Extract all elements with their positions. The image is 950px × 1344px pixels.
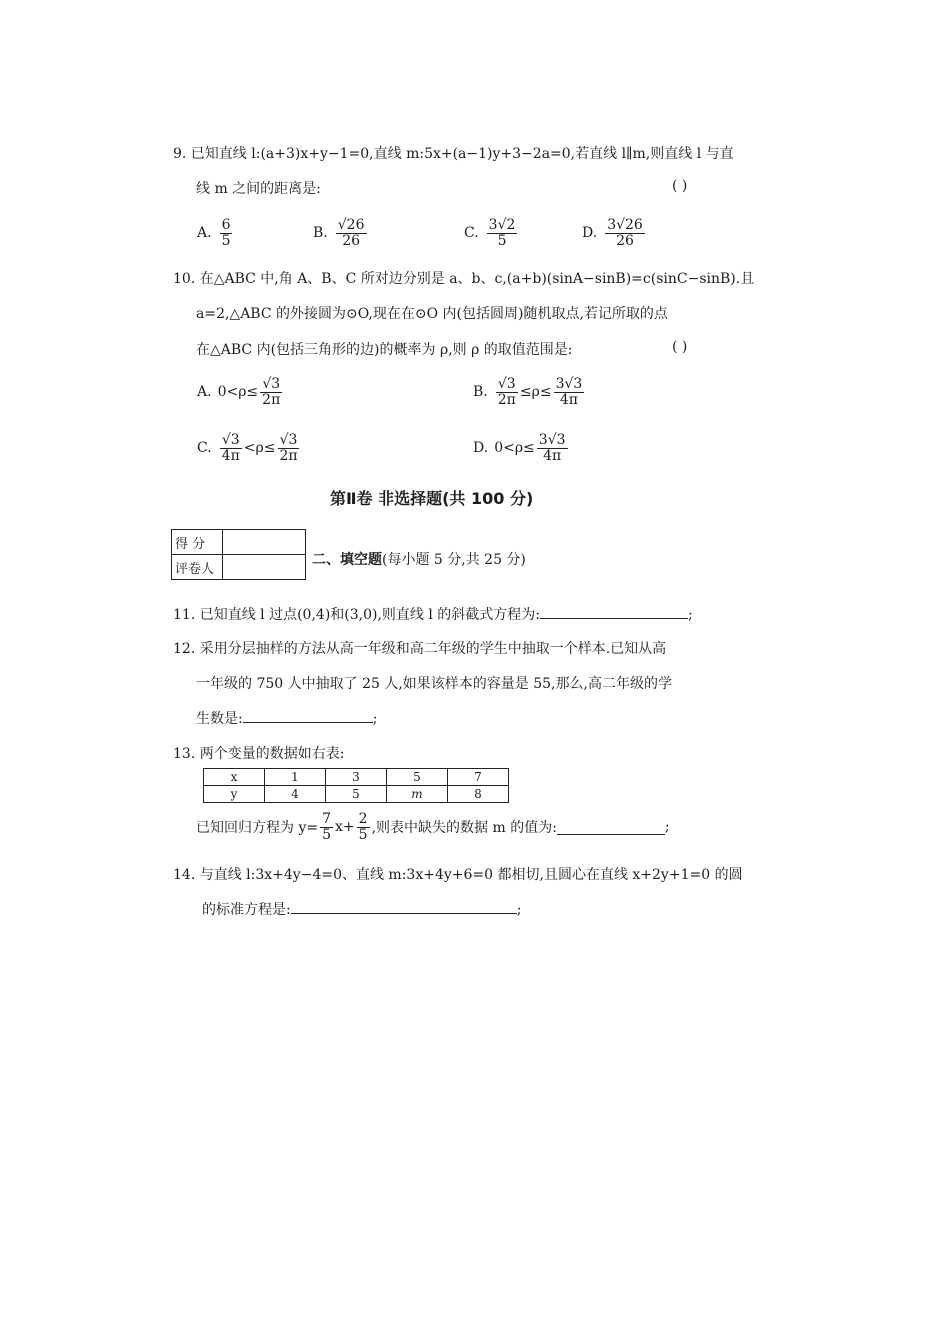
numerator: √3: [262, 376, 281, 392]
numerator: √26: [337, 217, 365, 233]
numerator: 7: [322, 811, 332, 827]
q11-end: ;: [688, 607, 693, 623]
q9-line2: 线 m 之间的距离是:: [196, 181, 321, 197]
fraction: [277, 433, 299, 463]
q13-line1: 13. 两个变量的数据如右表:: [173, 746, 345, 762]
q9-option-b: [313, 218, 369, 248]
option-prefix: 0<ρ≤: [494, 440, 535, 457]
denominator: 2π: [262, 391, 281, 408]
section-heading-bold: 二、填空题: [312, 552, 382, 568]
fraction: [487, 218, 518, 248]
fraction: [336, 218, 367, 248]
option-label: C.: [197, 440, 212, 457]
q9-answer-paren: ( ): [672, 178, 688, 194]
q12-line3: [196, 708, 377, 728]
option-label: A.: [197, 225, 212, 242]
numerator: √3: [279, 432, 298, 448]
q12-line3-text: 生数是:: [196, 711, 243, 727]
denominator: 4π: [543, 447, 562, 464]
q9-option-d: [582, 218, 647, 248]
q11-text: 11. 已知直线 l 过点(0,4)和(3,0),则直线 l 的斜截式方程为:: [173, 607, 541, 623]
q13-mid: x+: [335, 819, 355, 836]
q14-line2: [202, 899, 521, 919]
denominator: 26: [342, 232, 361, 249]
numerator: 3√3: [538, 432, 566, 448]
numerator: 2: [358, 811, 368, 827]
y-label: y: [204, 786, 265, 803]
q10-option-c: [197, 433, 302, 463]
q13-end: ;: [664, 819, 670, 836]
option-label: B.: [313, 225, 328, 242]
answer-blank[interactable]: [557, 820, 665, 835]
numerator: 6: [221, 217, 231, 233]
q9-option-a: [197, 218, 234, 248]
fraction: [320, 812, 333, 842]
q9-option-c: [464, 218, 519, 248]
score-cell: [223, 530, 306, 555]
denominator: 2π: [497, 391, 516, 408]
q10-answer-paren: ( ): [672, 339, 688, 355]
q13-regression-line: [196, 812, 670, 842]
q10-option-a: [197, 377, 284, 407]
option-label: A.: [197, 384, 212, 401]
y-value: 4: [265, 786, 326, 803]
x-value: 1: [265, 769, 326, 786]
denominator: 5: [221, 232, 231, 249]
section-heading-rest: (每小题 5 分,共 25 分): [382, 552, 526, 568]
q14-end: ;: [516, 902, 522, 918]
q10-line1: 10. 在△ABC 中,角 A、B、C 所对边分别是 a、b、c,(a+b)(sinA−sinB)=c(sinC−sinB).且: [173, 271, 755, 287]
q13-data-table: [203, 768, 509, 803]
fraction: [554, 377, 585, 407]
fraction: [605, 218, 645, 248]
denominator: 4π: [221, 447, 240, 464]
q9-line1: 9. 已知直线 l:(a+3)x+y−1=0,直线 m:5x+(a−1)y+3−2a=0,若直线 l∥m,则直线 l 与直: [173, 146, 734, 162]
grader-cell: [223, 555, 306, 580]
option-label: C.: [464, 225, 479, 242]
denominator: 2π: [279, 447, 298, 464]
fraction: [537, 433, 568, 463]
q12-end: ;: [372, 711, 378, 727]
numerator: √3: [221, 432, 240, 448]
q12-line2: 一年级的 750 人中抽取了 25 人,如果该样本的容量是 55,那么,高二年级的学: [196, 676, 672, 692]
denominator: 5: [497, 232, 507, 249]
section-title: 第Ⅱ卷 非选择题(共 100 分): [330, 489, 534, 508]
q11: [173, 604, 693, 624]
option-label: D.: [473, 440, 489, 457]
numerator: 3√2: [488, 217, 516, 233]
score-label: 得 分: [172, 530, 223, 555]
option-label: B.: [473, 384, 488, 401]
section-heading: [312, 549, 526, 569]
option-label: D.: [582, 225, 598, 242]
score-table: [171, 529, 306, 580]
denominator: 5: [358, 826, 368, 843]
option-prefix: 0<ρ≤: [217, 384, 259, 401]
fraction: [357, 812, 370, 842]
denominator: 26: [616, 232, 634, 249]
fraction: [496, 377, 518, 407]
x-value: 5: [387, 769, 448, 786]
denominator: 5: [322, 826, 332, 843]
fraction: [260, 377, 282, 407]
q10-option-b: [473, 377, 586, 407]
q14-line2-text: 的标准方程是:: [202, 902, 291, 918]
q10-line2: a=2,△ABC 的外接圆为⊙O,现在在⊙O 内(包括圆周)随机取点,若记所取的点: [196, 306, 668, 322]
q12-line1: 12. 采用分层抽样的方法从高一年级和高二年级的学生中抽取一个样本.已知从高: [173, 641, 667, 657]
q10-option-d: [473, 433, 570, 463]
x-value: 7: [448, 769, 509, 786]
y-value: 5: [326, 786, 387, 803]
numerator: √3: [497, 376, 516, 392]
q14-line1: 14. 与直线 l:3x+4y−4=0、直线 m:3x+4y+6=0 都相切,且圆心在直线 x+2y+1=0 的圆: [173, 867, 743, 883]
answer-blank[interactable]: [291, 899, 517, 914]
q13-post: ,则表中缺失的数据 m 的值为:: [371, 820, 557, 837]
fraction: [220, 433, 242, 463]
q10-line3: 在△ABC 内(包括三角形的边)的概率为 ρ,则 ρ 的取值范围是:: [196, 342, 573, 358]
denominator: 4π: [559, 391, 578, 408]
q13-pre: 已知回归方程为 y=: [196, 820, 319, 837]
numerator: 3√26: [607, 217, 643, 233]
answer-blank[interactable]: [243, 708, 373, 723]
option-middle: ≤ρ≤: [519, 384, 552, 401]
table-row-y: [204, 786, 509, 803]
x-value: 3: [326, 769, 387, 786]
answer-blank[interactable]: [540, 604, 688, 619]
numerator: 3√3: [555, 376, 583, 392]
grader-label: 评卷人: [172, 555, 223, 580]
y-value: 8: [448, 786, 509, 803]
option-middle: <ρ≤: [243, 440, 276, 457]
y-value-missing: m: [387, 786, 448, 803]
x-label: x: [204, 769, 265, 786]
fraction: [220, 218, 233, 248]
table-row-x: [204, 769, 509, 786]
